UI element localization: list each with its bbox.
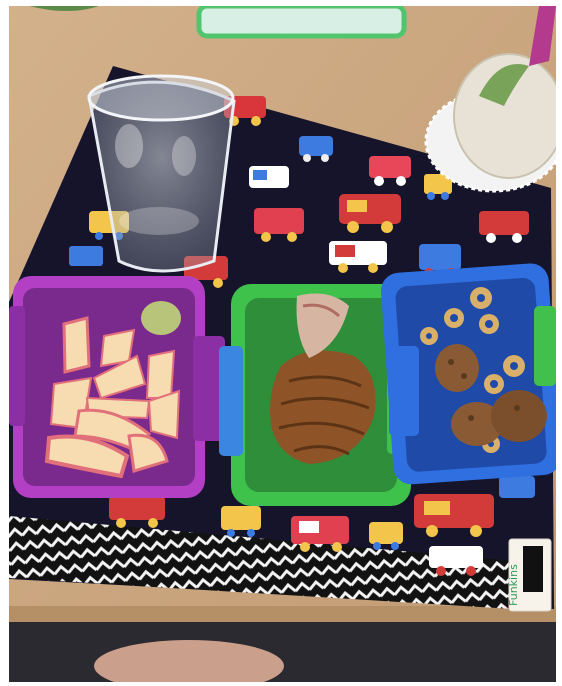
floor-area [9, 618, 556, 682]
lunch-photo [9, 6, 556, 682]
brand-tag-text: Funkins [507, 564, 520, 606]
green-tray [199, 6, 404, 36]
blue-lunch-box [380, 262, 556, 485]
table-edge [9, 606, 556, 622]
purple-lunch-box [9, 276, 225, 498]
grape [141, 301, 181, 335]
photo-frame [9, 6, 556, 682]
brand-tag [507, 539, 551, 611]
